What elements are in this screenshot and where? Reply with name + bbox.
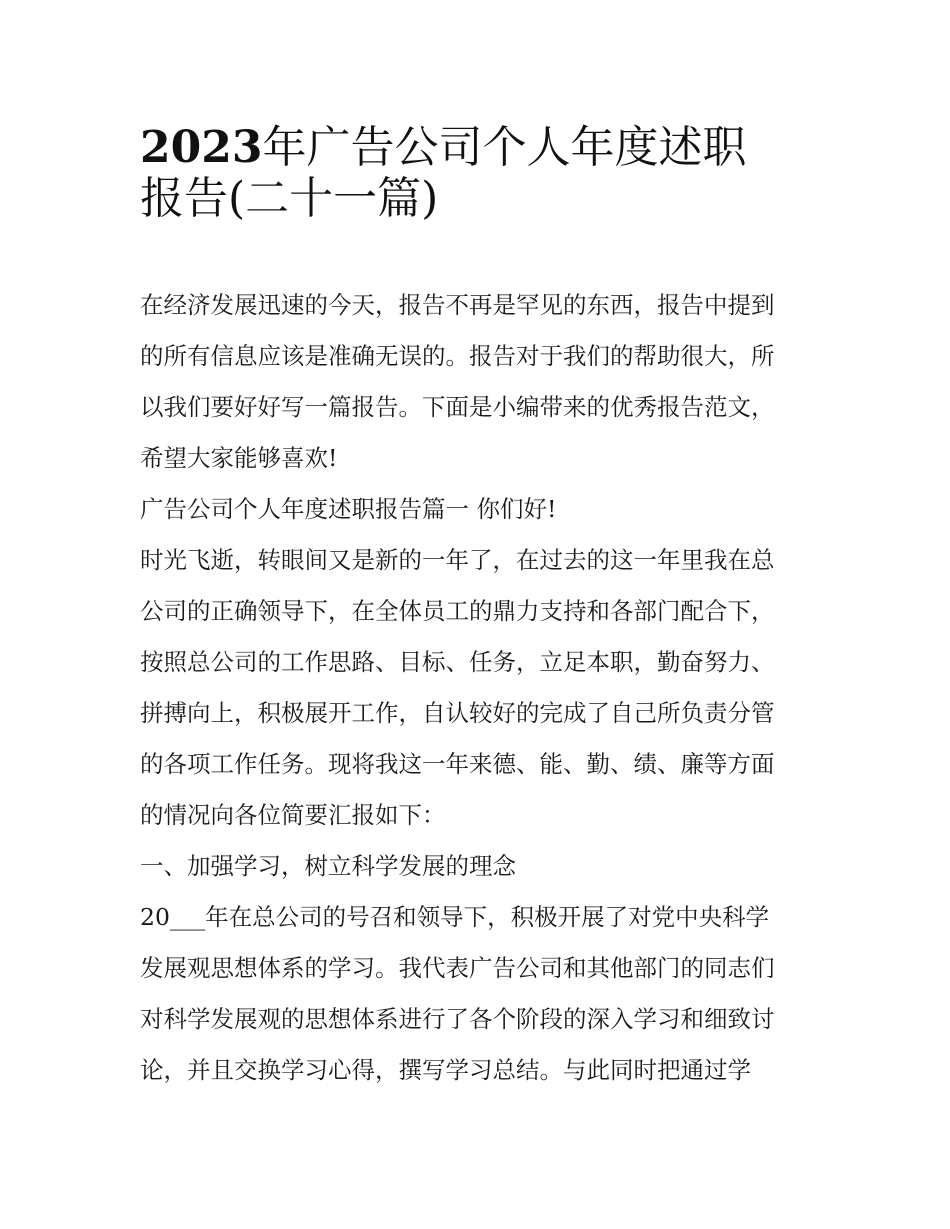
study-paragraph xyxy=(140,892,820,1096)
text-line: 20___年在总公司的号召和领导下，积极开展了对党中央科学 xyxy=(140,903,770,931)
text-line: 一、加强学习，树立科学发展的理念 xyxy=(140,852,516,880)
text-line: 论，并且交换学习心得，撰写学习总结。与此同时把通过学 xyxy=(140,1056,751,1084)
text-line: 拼搏向上，积极展开工作，自认较好的完成了自己所负责分管 xyxy=(140,699,775,727)
subsection-heading xyxy=(140,841,820,892)
text-line: 按照总公司的工作思路、目标、任务，立足本职，勤奋努力、 xyxy=(140,648,775,676)
title-year: 2023 xyxy=(140,122,263,173)
document-body xyxy=(140,280,820,1096)
text-line: 广告公司个人年度述职报告篇一 你们好! xyxy=(140,495,557,523)
text-line: 的各项工作任务。现将我这一年来德、能、勤、绩、廉等方面 xyxy=(140,750,775,778)
title-line-1-rest: 年广告公司个人年度述职 xyxy=(262,122,747,173)
text-line: 发展观思想体系的学习。我代表广告公司和其他部门的同志们 xyxy=(140,954,775,982)
text-line: 的情况向各位简要汇报如下： xyxy=(140,801,446,829)
text-line: 的所有信息应该是准确无误的。报告对于我们的帮助很大，所 xyxy=(140,342,775,370)
text-line: 在经济发展迅速的今天，报告不再是罕见的东西，报告中提到 xyxy=(140,291,775,319)
title-line-2: 报告(二十一篇) xyxy=(140,173,439,224)
text-line: 公司的正确领导下，在全体员工的鼎力支持和各部门配合下， xyxy=(140,597,775,625)
text-line: 希望大家能够喜欢! xyxy=(140,444,338,472)
section-heading-paragraph xyxy=(140,484,820,535)
text-line: 对科学发展观的思想体系进行了各个阶段的深入学习和细致讨 xyxy=(140,1005,775,1033)
opening-paragraph xyxy=(140,535,820,841)
intro-paragraph xyxy=(140,280,820,484)
text-line: 时光飞逝，转眼间又是新的一年了，在过去的这一年里我在总 xyxy=(140,546,775,574)
text-line: 以我们要好好写一篇报告。下面是小编带来的优秀报告范文， xyxy=(140,393,775,421)
title-line-1 xyxy=(140,112,820,173)
document-title xyxy=(140,112,820,224)
